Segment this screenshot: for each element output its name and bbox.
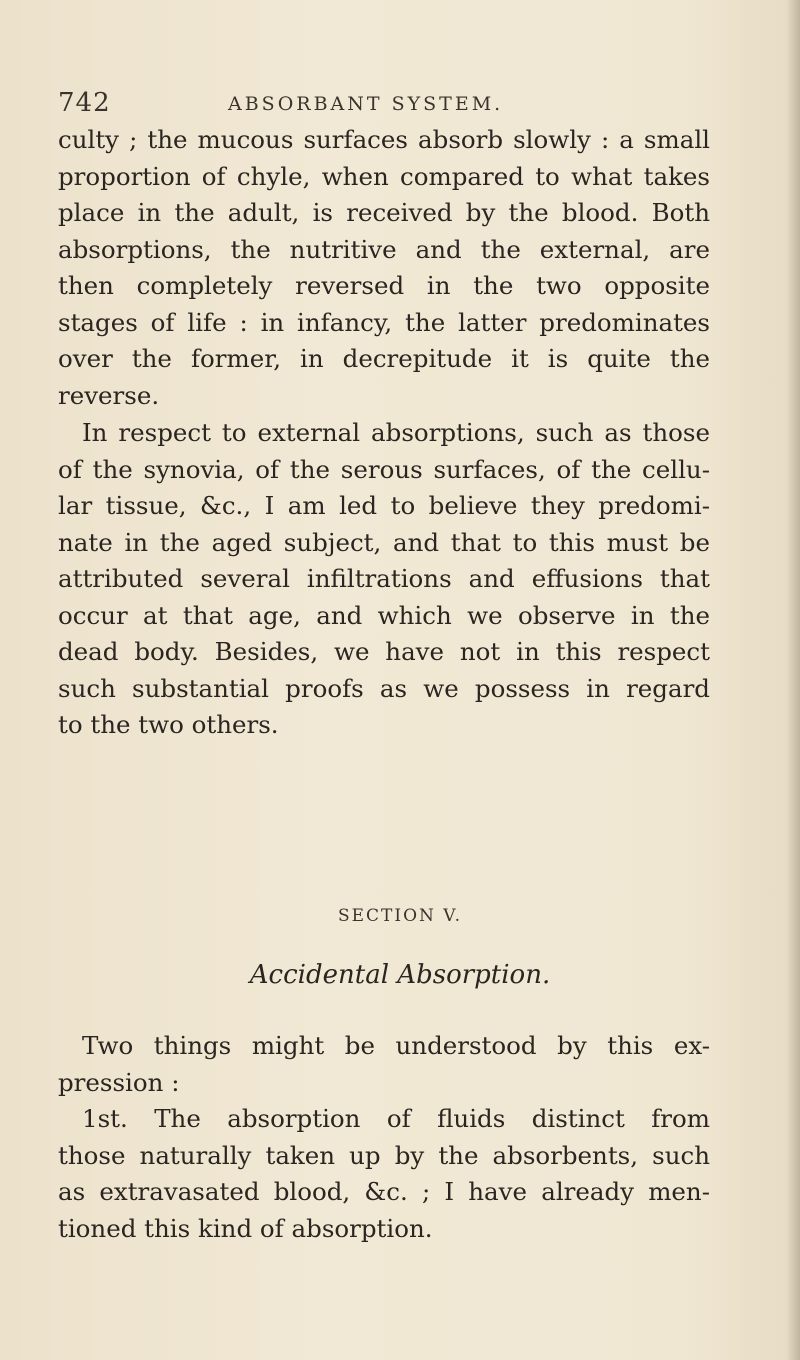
text-line: In respect to external absorptions, such as those	[82, 418, 710, 447]
text-line: over the former, in decrepitude it is quite the	[58, 344, 710, 373]
text-line: occur at that age, and which we observe in the	[58, 600, 710, 630]
text-line: absorptions, the nutritive and the external, are	[58, 234, 710, 264]
paragraph-3	[58, 1028, 710, 1247]
text-line: stages of life : in infancy, the latter predominates	[58, 307, 710, 337]
text-line: tioned this kind of absorption.	[58, 1213, 433, 1243]
text-line: pression :	[58, 1067, 180, 1097]
text-line: reverse.	[58, 380, 160, 410]
paragraph-2	[58, 415, 710, 744]
text-line: nate in the aged subject, and that to this must be	[58, 527, 710, 557]
paragraph-1	[58, 122, 710, 414]
text-line: of the synovia, of the serous surfaces, of the cellu-	[58, 454, 710, 484]
text-line: place in the adult, is received by the blood. Both	[58, 198, 710, 227]
text-line: then completely reversed in the two opposite	[58, 271, 710, 300]
page-edge-shadow	[786, 0, 800, 1360]
text-line: such substantial proofs as we possess in regard	[58, 673, 710, 703]
running-head: ABSORBANT SYSTEM.	[228, 93, 504, 115]
text-line: as extravasated blood, &c. ; I have already men-	[58, 1177, 710, 1206]
section-heading: SECTION V.	[337, 906, 463, 926]
text-line: 1st. The absorption of fluids distinct from	[82, 1104, 710, 1133]
text-line: proportion of chyle, when compared to what takes	[58, 161, 710, 191]
section-title: Accidental Absorption.	[249, 960, 551, 990]
text-line: culty ; the mucous surfaces absorb slowly : a small	[58, 125, 710, 154]
text-line: lar tissue, &c., I am led to believe they predomi-	[58, 491, 710, 520]
text-line: dead body. Besides, we have not in this respect	[58, 637, 710, 666]
text-line: Two things might be understood by this ex-	[82, 1031, 710, 1060]
text-line: those naturally taken up by the absorbents, such	[58, 1140, 710, 1170]
text-line: to the two others.	[58, 710, 279, 739]
text-line: attributed several infiltrations and effusions that	[58, 564, 710, 593]
page-number: 742	[58, 88, 111, 118]
